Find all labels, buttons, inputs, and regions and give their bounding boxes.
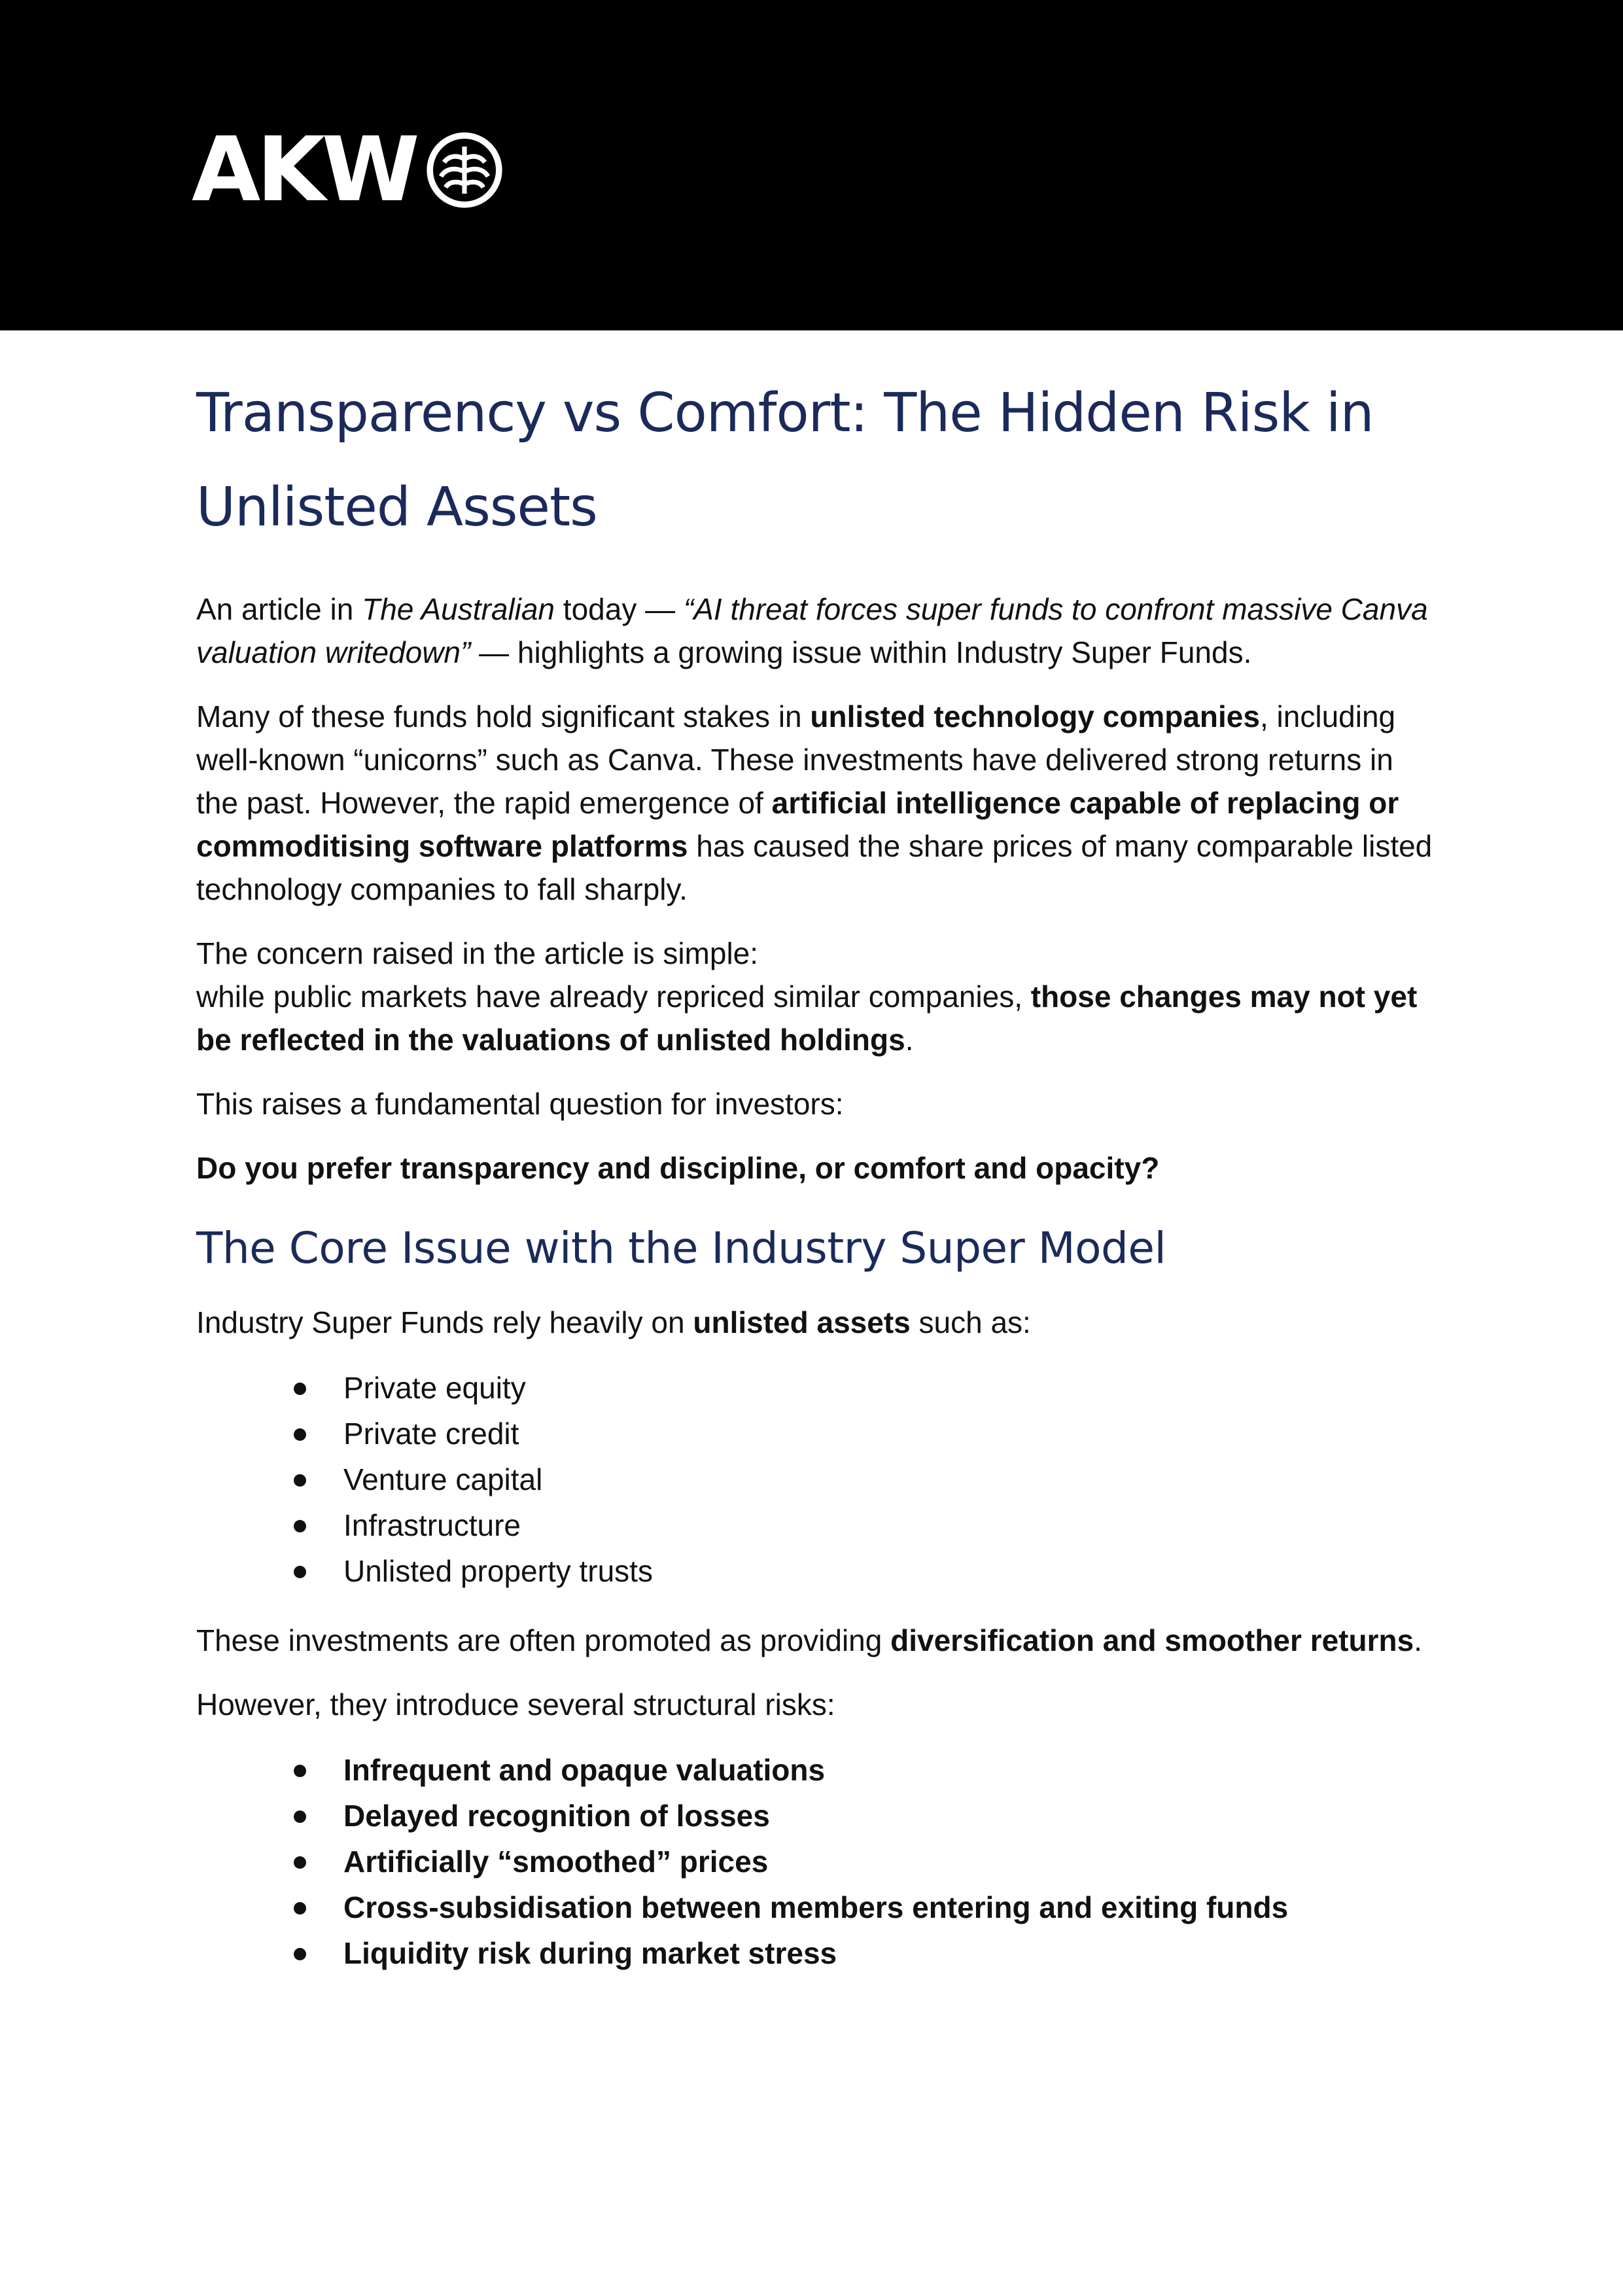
list-item: Artificially “smoothed” prices: [343, 1839, 1439, 1884]
header-banner: [0, 0, 1623, 330]
risks-intro-paragraph: However, they introduce several structural risks:: [196, 1687, 835, 1722]
key-question: Do you prefer transparency and discipline, or comfort and opacity?: [196, 1151, 1160, 1185]
list-item: Venture capital: [343, 1457, 1439, 1502]
list-item: Private equity: [343, 1365, 1439, 1411]
leaf-emblem-icon: [425, 131, 504, 209]
list-item: Infrequent and opaque valuations: [343, 1747, 1439, 1793]
list-item: Private credit: [343, 1411, 1439, 1457]
question-intro-paragraph: This raises a fundamental question for investors:: [196, 1087, 844, 1121]
concern-paragraph: The concern raised in the article is simple: while public markets have already repriced similar companies, those changes may not yet be reflected in the valuations of unlisted holdings.: [196, 936, 1418, 1057]
unlisted-assets-list: [196, 1365, 1439, 1594]
unlisted-tech-paragraph: Many of these funds hold significant stakes in unlisted technology companies, including well-known “unicorns” such as Canva. These investments have delivered strong returns in the past. However, the rapid emergence of artificial intelligence capable of replacing or commoditising software platforms has caused the share prices of many comparable listed technology companies to fall sharply.: [196, 699, 1433, 906]
article-body: [196, 366, 1439, 2001]
list-item: Liquidity risk during market stress: [343, 1930, 1439, 1976]
list-item: Cross-subsidisation between members entering and exiting funds: [343, 1884, 1439, 1930]
intro-paragraph: An article in The Australian today — “AI threat forces super funds to confront massive Canva valuation writedown” — highlights a growing issue within Industry Super Funds.: [196, 592, 1428, 669]
list-item: Unlisted property trusts: [343, 1548, 1439, 1594]
list-item: Delayed recognition of losses: [343, 1793, 1439, 1839]
section-heading: The Core Issue with the Industry Super Model: [196, 1223, 1166, 1273]
promotion-paragraph: These investments are often promoted as providing diversification and smoother returns.: [196, 1623, 1422, 1657]
logo-text: AKW: [192, 118, 416, 222]
list-item: Infrastructure: [343, 1502, 1439, 1548]
reliance-paragraph: Industry Super Funds rely heavily on unlisted assets such as:: [196, 1305, 1031, 1339]
page-title: Transparency vs Comfort: The Hidden Risk in Unlisted Assets: [196, 382, 1374, 539]
structural-risks-list: [196, 1747, 1439, 1976]
company-logo: [192, 118, 504, 222]
